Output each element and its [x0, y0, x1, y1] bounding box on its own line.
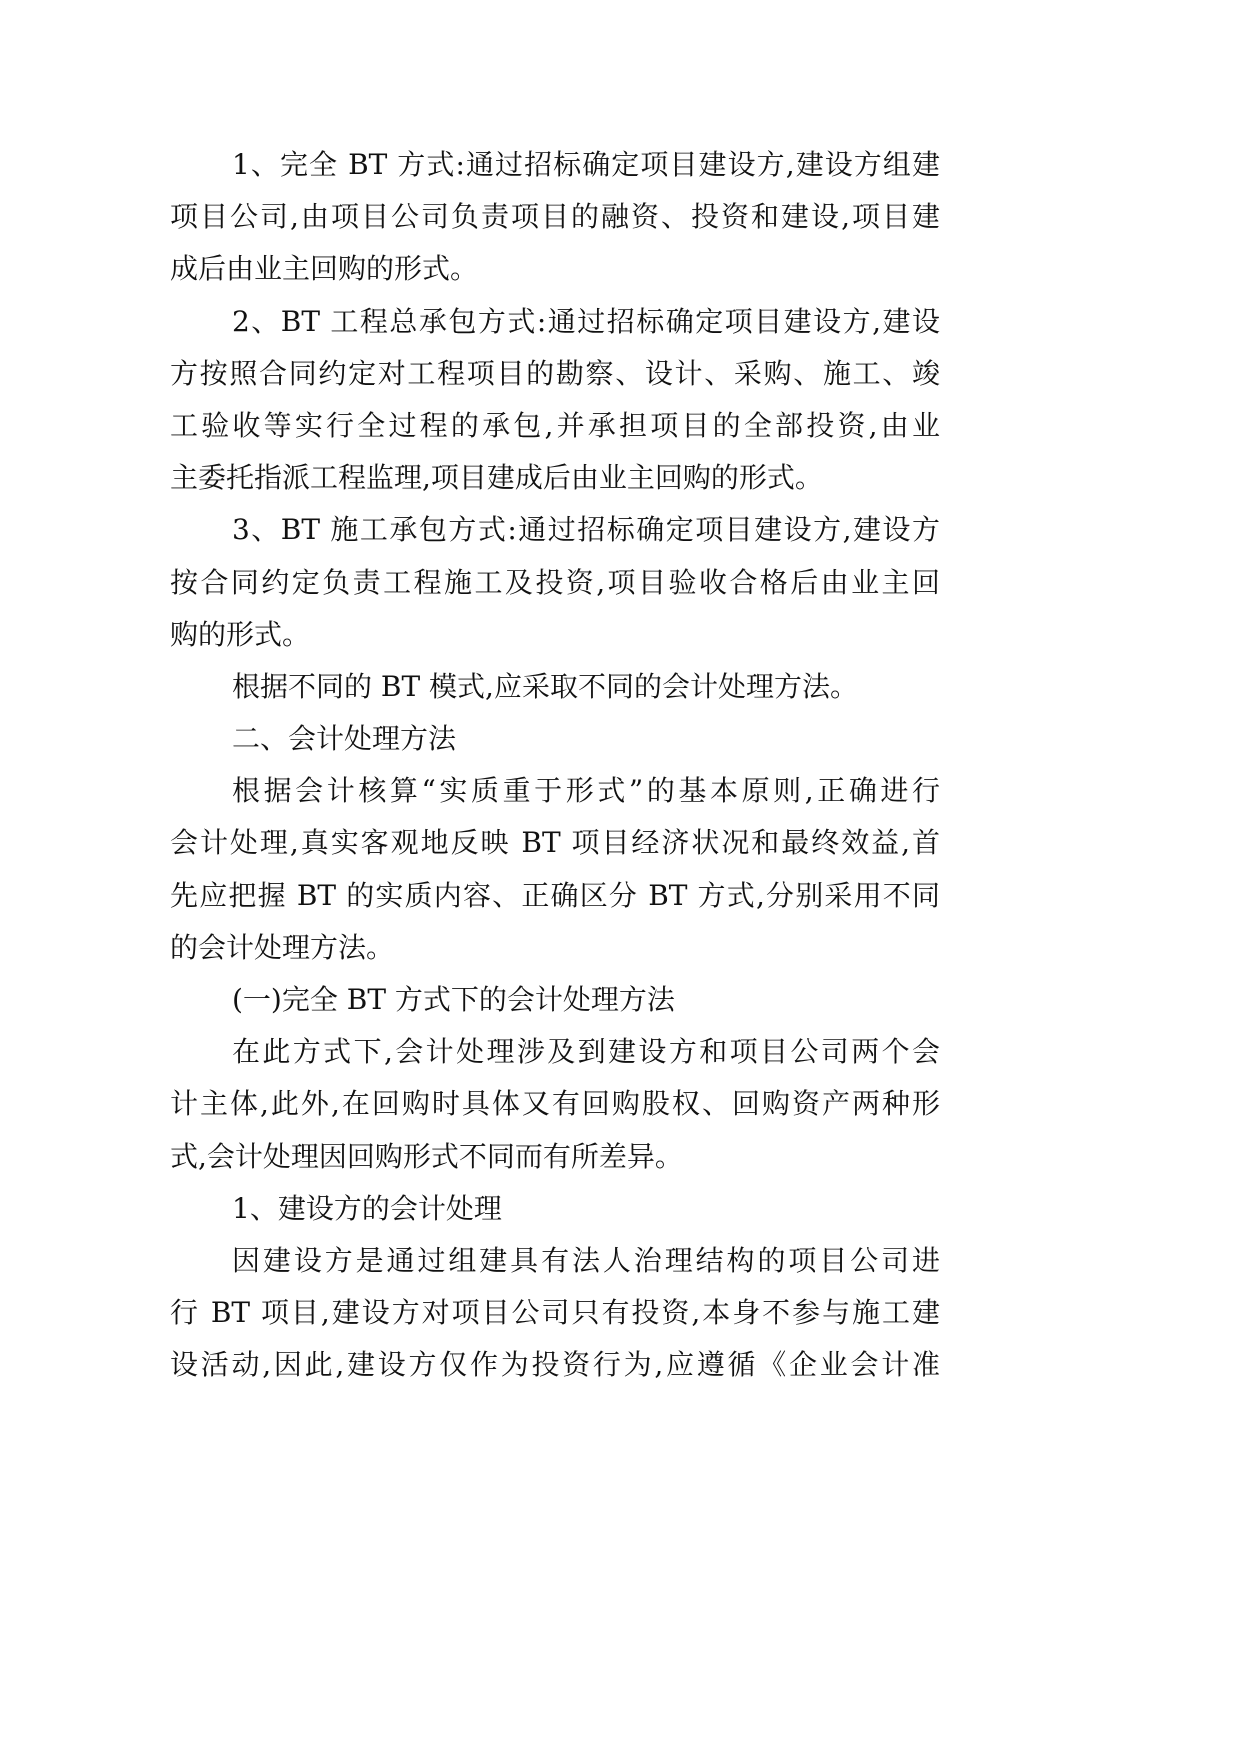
text-line: 项目公司,由项目公司负责项目的融资、投资和建设,项目建	[170, 200, 940, 234]
text-line: 先应把握 BT 的实质内容、正确区分 BT 方式,分别采用不同	[170, 878, 940, 912]
list-item-paragraph	[170, 296, 940, 505]
text-line: 购的形式。	[170, 617, 311, 651]
section-heading	[170, 713, 940, 765]
text-line: 1、完全 BT 方式:通过招标确定项目建设方,建设方组建	[232, 148, 940, 181]
text-line: 式,会计处理因回购形式不同而有所差异。	[170, 1139, 683, 1173]
list-item-paragraph	[170, 139, 940, 296]
text-line: 在此方式下,会计处理涉及到建设方和项目公司两个会	[232, 1035, 940, 1069]
text-line: 计主体,此外,在回购时具体又有回购股权、回购资产两种形	[170, 1087, 940, 1121]
text-line: 根据会计核算“实质重于形式”的基本原则,正确进行	[232, 774, 940, 808]
text-line: (一)完全 BT 方式下的会计处理方法	[232, 983, 675, 1016]
text-line: 因建设方是通过组建具有法人治理结构的项目公司进	[232, 1243, 940, 1277]
text-line: 3、BT 施工承包方式:通过招标确定项目建设方,建设方	[232, 513, 940, 547]
document-body	[170, 139, 940, 1392]
text-line: 工验收等实行全过程的承包,并承担项目的全部投资,由业	[170, 408, 940, 442]
text-line: 成后由业主回购的形式。	[170, 252, 479, 286]
subsubsection-heading	[170, 1183, 940, 1235]
body-paragraph	[170, 1235, 940, 1392]
text-line: 主委托指派工程监理,项目建成后由业主回购的形式。	[170, 461, 823, 495]
subsection-heading	[170, 974, 940, 1026]
text-line: 二、会计处理方法	[232, 722, 457, 756]
text-line: 按合同约定负责工程施工及投资,项目验收合格后由业主回	[170, 565, 940, 599]
text-line: 根据不同的 BT 模式,应采取不同的会计处理方法。	[232, 669, 858, 703]
body-paragraph	[170, 765, 940, 974]
text-line: 的会计处理方法。	[170, 930, 395, 964]
text-line: 方按照合同约定对工程项目的勘察、设计、采购、施工、竣	[170, 356, 940, 390]
list-item-paragraph	[170, 504, 940, 661]
body-paragraph	[170, 661, 940, 713]
text-line: 行 BT 项目,建设方对项目公司只有投资,本身不参与施工建	[170, 1296, 940, 1330]
text-line: 1、建设方的会计处理	[232, 1191, 502, 1225]
text-line: 2、BT 工程总承包方式:通过招标确定项目建设方,建设	[232, 304, 940, 338]
body-paragraph	[170, 1026, 940, 1183]
text-line: 设活动,因此,建设方仅作为投资行为,应遵循《企业会计准	[170, 1348, 940, 1382]
text-line: 会计处理,真实客观地反映 BT 项目经济状况和最终效益,首	[170, 826, 940, 860]
